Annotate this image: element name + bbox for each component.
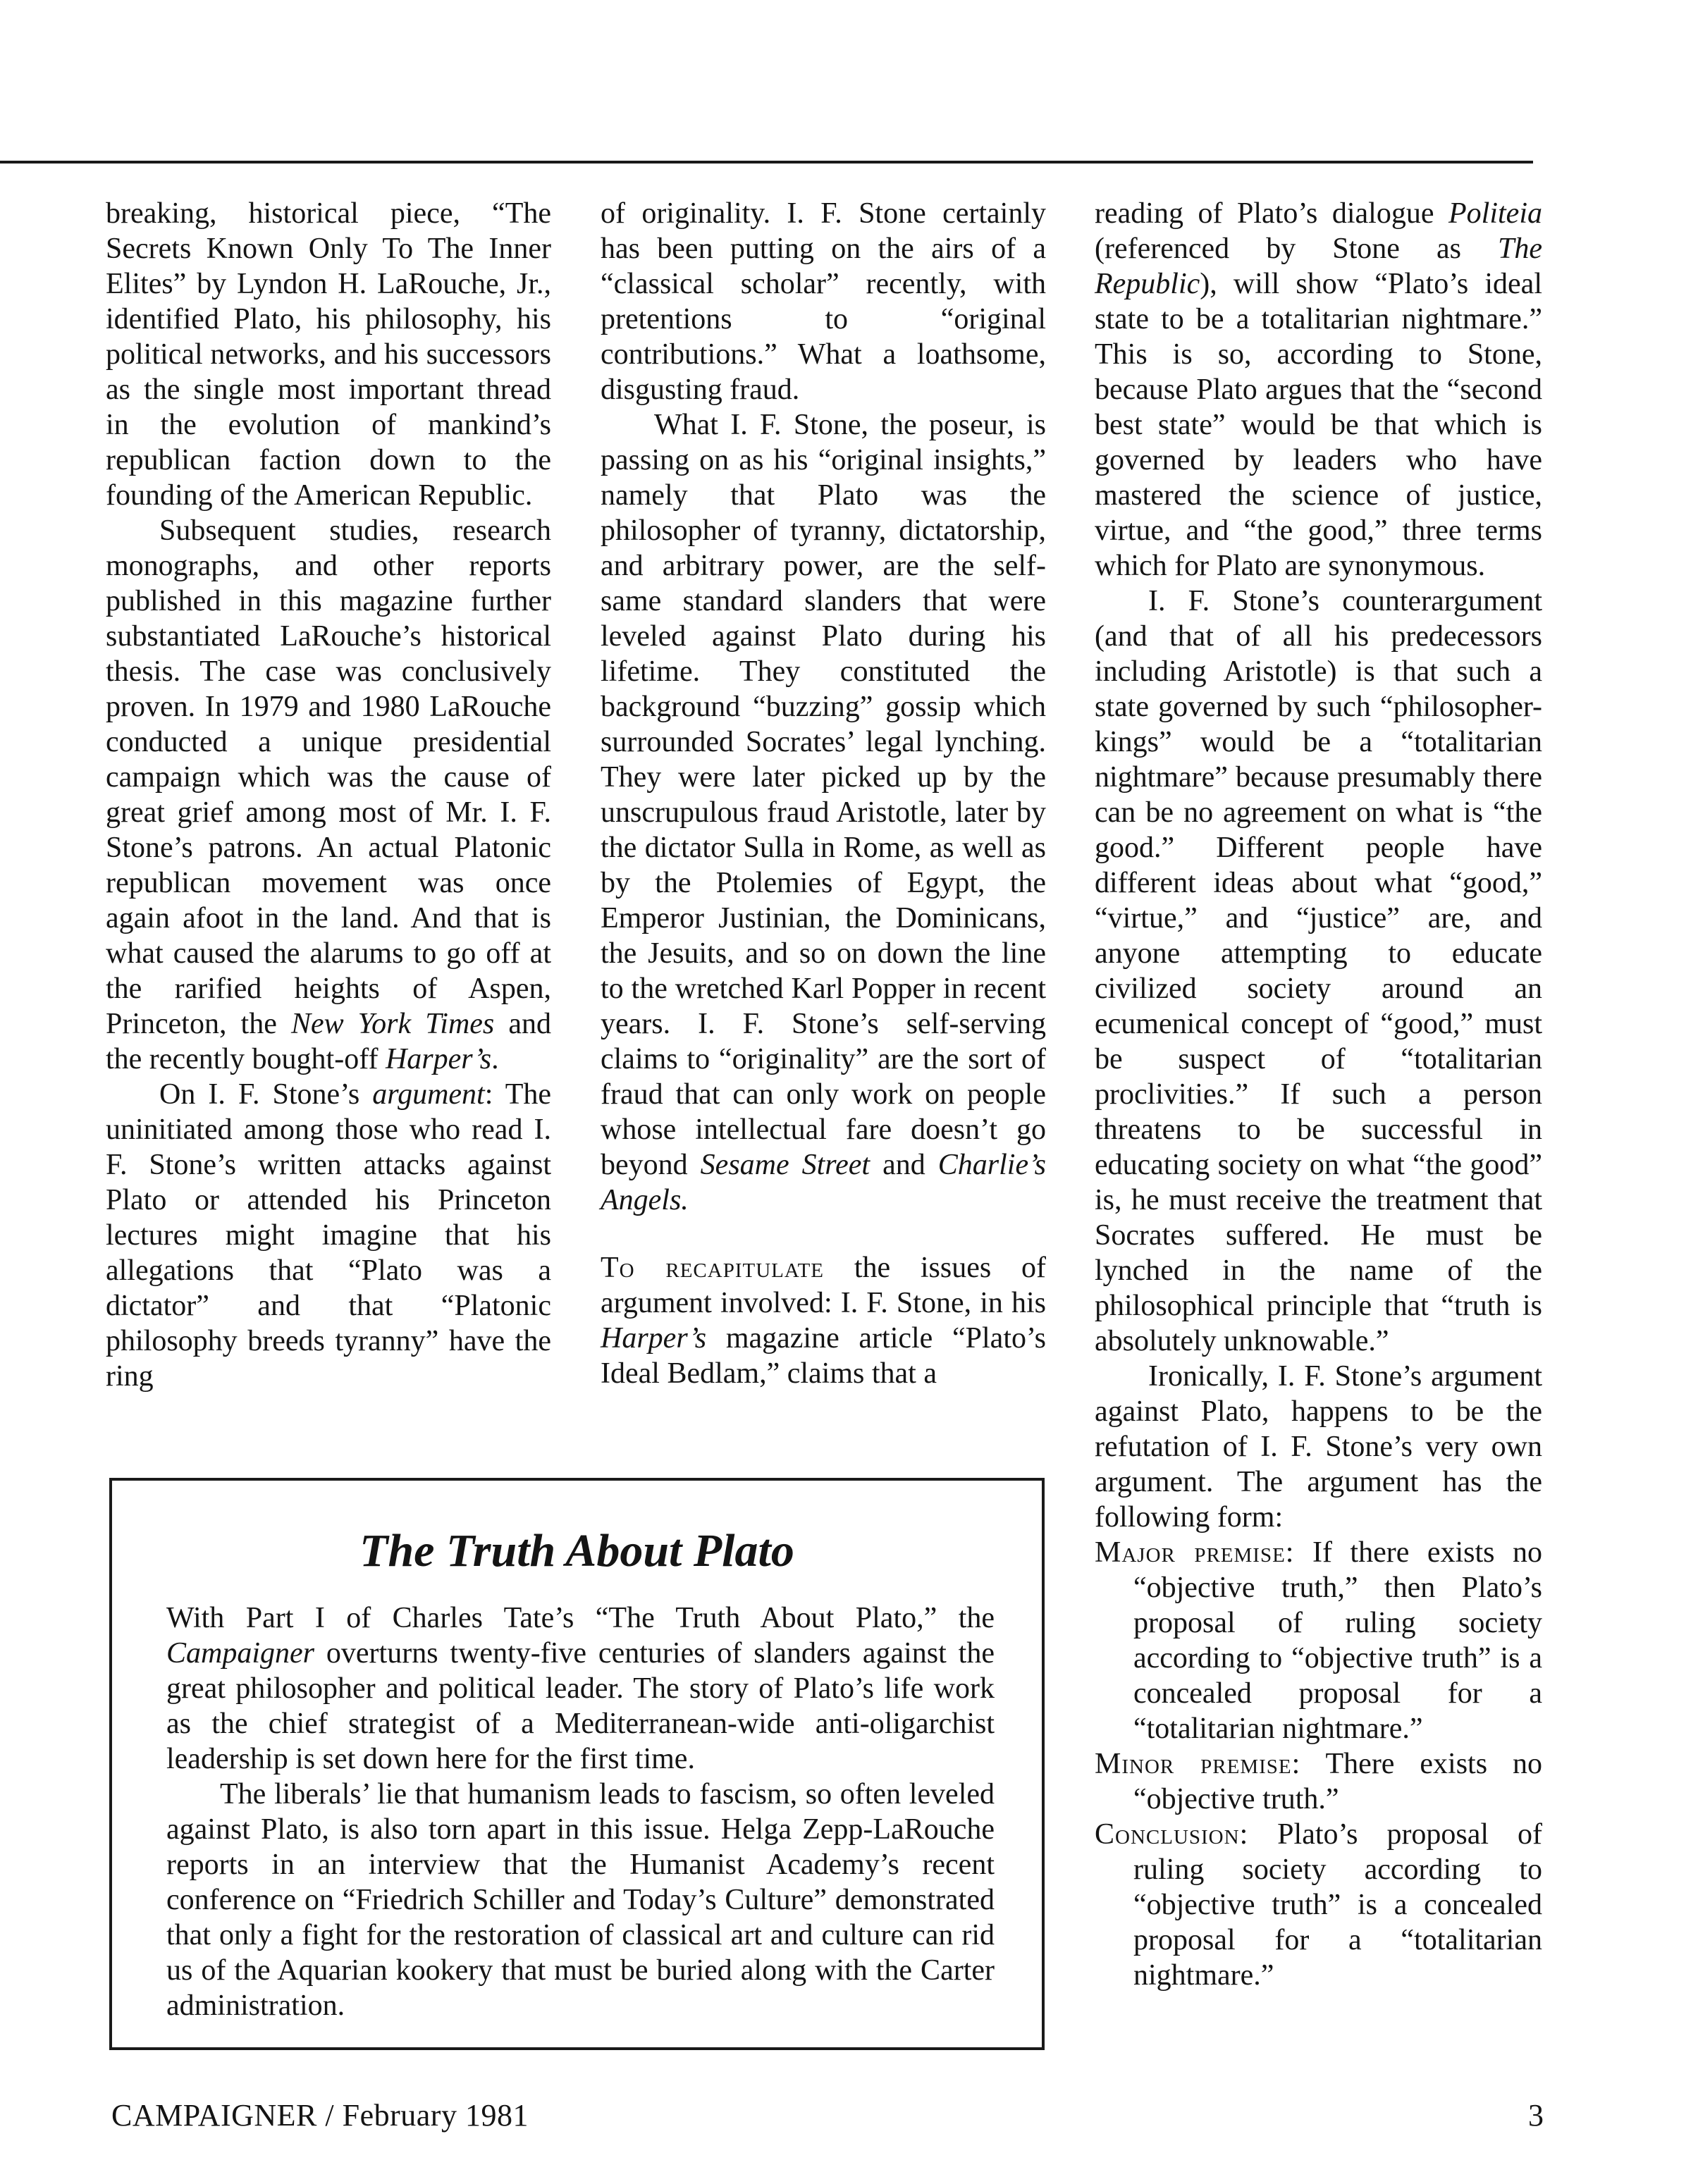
paragraph: Ironically, I. F. Stone’s argument against Plato, happens to be the refutation of I. F. Stone’s very own argument. The argument has the following form: <box>1095 1360 1542 1534</box>
paragraph: Subsequent studies, research monographs, and other reports published in this magazine further substantiated LaRouche’s historical thesis. The case was conclusively proven. In 1979 and 1980 LaRouche conducted a unique presidential campaign which was the cause of great grief among most of Mr. I. F. Stone’s patrons. An actual Platonic republican movement was once again afoot in the land. And that is what caused the alarums to go off at the rarified heights of Aspen, Princeton, the New York Times and the recently bought-off Harper’s. <box>106 514 552 1075</box>
paragraph: To recapitulate the issues of argument involved: I. F. Stone, in his Harper’s magazine article “Plato’s Ideal Bedlam,” claims that a <box>601 1252 1046 1390</box>
paragraph: What I. F. Stone, the poseur, is passing on as his “original insights,” namely that Plato was the philosopher of tyranny, dictatorship, and arbitrary power, are the self-same standard slanders that were leveled against Plato during his lifetime. They constituted the background “buzzing” gossip which surrounded Socrates’ legal lynching. They were later picked up by the unscrupulous fraud Aristotle, later by the dictator Sulla in Rome, as well as by the Ptolemies of Egypt, the Emperor Justinian, the Dominicans, the Jesuits, and so on down the line to the wretched Karl Popper in recent years. I. F. Stone’s self-serving claims to “originality” are the sort of fraud that can only work on people whose intellectual fare doesn’t go beyond Sesame Street and Charlie’s Angels. <box>601 409 1047 1216</box>
sidebar-title: The Truth About Plato <box>359 1525 794 1577</box>
article-column-1 <box>106 196 551 1394</box>
section-lead-in: To recapitulate <box>601 1252 825 1284</box>
paragraph: The liberals’ lie that humanism leads to fascism, so often leveled against Plato, is also torn apart in this issue. Helga Zepp-LaRouche reports in an interview that the Humanist Academy’s recent conference on “Friedrich Schiller and Today’s Culture” demonstrated that only a fight for the restoration of classical art and culture can rid us of the Aquarian kookery that must be buried along with the Carter administration. <box>166 1778 995 2022</box>
major-premise: Major premise: If there exists no “objective truth,” then Plato’s proposal of ruling society according to “objective truth” is a concealed proposal for a “totalitarian nightmare.” <box>1095 1536 1542 1745</box>
paragraph: reading of Plato’s dialogue Politeia (referenced by Stone as The Republic), will show “Plato’s ideal state to be a totalitarian nightmare.” This is so, according to Stone, because Plato argues that the “second best state” would be that which is governed by leaders who have mastered the science of justice, virtue, and “the good,” three terms which for Plato are synonymous. <box>1095 197 1542 582</box>
footer-publication: CAMPAIGNER / February 1981 <box>111 2098 529 2133</box>
minor-premise: Minor premise: There exists no “objective truth.” <box>1095 1748 1542 1815</box>
paragraph: On I. F. Stone’s argument: The uninitiated among those who read I. F. Stone’s written attacks against Plato or attended his Princeton lectures might imagine that his allegations that “Plato was a dictator” and that “Platonic philosophy breeds tyranny” have the ring <box>106 1078 551 1393</box>
sidebar-body <box>166 1600 995 2023</box>
paragraph: With Part I of Charles Tate’s “The Truth About Plato,” the Campaigner overturns twenty-five centuries of slanders against the great philosopher and political leader. The story of Plato’s life work as the chief strategist of a Mediterranean-wide anti-oligarchist leadership is set down here for the first time. <box>166 1602 995 1775</box>
paragraph: I. F. Stone’s counterargument (and that of all his predecessors including Aristotle) is that such a state governed by such “philosopher-kings” would be a “totalitarian nightmare” because presumably there can be no agreement on what is “the good.” Different people have different ideas about what “good,” “virtue,” and “justice” are, and anyone attempting to educate civilized society around an ecumenical concept of “good,” must be suspect of “totalitarian proclivities.” If such a person threatens to be successful in educating society on what “the good” is, he must receive the treatment that Socrates suffered. He must be lynched in the name of the philosophical principle that “truth is absolutely unknowable.” <box>1095 585 1542 1357</box>
page-number: 3 <box>1528 2098 1544 2133</box>
sidebar-box <box>109 1478 1045 2050</box>
article-column-3 <box>1095 196 1542 1993</box>
paragraph: of originality. I. F. Stone certainly has been putting on the airs of a “classical scholar” recently, with pretentions to “original contributions.” What a loathsome, disgusting fraud. <box>601 197 1046 406</box>
article-column-2 <box>601 196 1046 1391</box>
paragraph: breaking, historical piece, “The Secrets Known Only To The Inner Elites” by Lyndon H. LaRouche, Jr., identified Plato, his philosophy, his political networks, and his successors as the single most important thread in the evolution of mankind’s republican faction down to the founding of the American Republic. <box>106 197 551 512</box>
conclusion: Conclusion: Plato’s proposal of ruling society according to “objective truth” is a concealed proposal for a “totalitarian nightmare.” <box>1095 1818 1542 1992</box>
header-rule <box>0 161 1533 164</box>
